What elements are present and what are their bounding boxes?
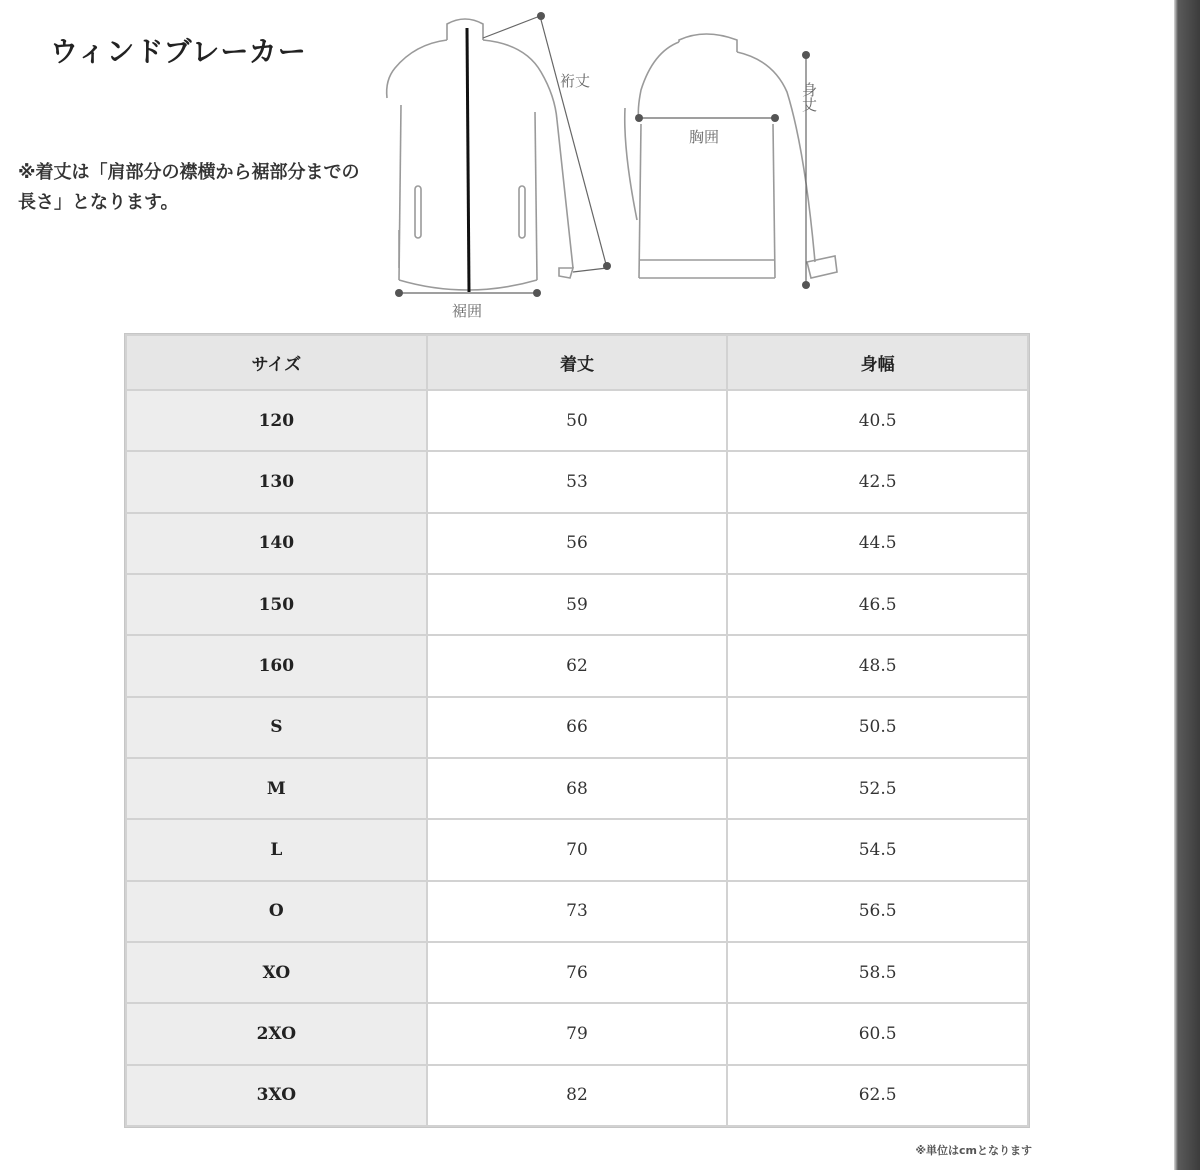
table-row — [126, 942, 1028, 1003]
size-cell: L — [126, 819, 427, 880]
unit-note: ※単位はcmとなります — [915, 1144, 1032, 1157]
length-cell: 50 — [427, 390, 728, 451]
page-edge-shadow — [1174, 0, 1200, 1170]
size-cell: XO — [126, 942, 427, 1003]
table-row — [126, 697, 1028, 758]
size-table — [125, 334, 1029, 1127]
table-row — [126, 881, 1028, 942]
jacket-measurement-diagram — [375, 0, 845, 325]
length-cell: 53 — [427, 451, 728, 512]
width-cell: 40.5 — [727, 390, 1028, 451]
size-cell: 120 — [126, 390, 427, 451]
table-row — [126, 635, 1028, 696]
size-cell: O — [126, 881, 427, 942]
chest-label: 胸囲 — [689, 128, 720, 146]
sleeve-length-label: 裄丈 — [560, 72, 591, 90]
width-cell: 50.5 — [727, 697, 1028, 758]
width-cell: 62.5 — [727, 1065, 1028, 1126]
table-row — [126, 758, 1028, 819]
size-cell: 130 — [126, 451, 427, 512]
table-row — [126, 1065, 1028, 1126]
table-row — [126, 819, 1028, 880]
length-cell: 82 — [427, 1065, 728, 1126]
hem-label: 裾囲 — [452, 302, 483, 320]
size-cell: 2XO — [126, 1003, 427, 1064]
size-cell: 140 — [126, 513, 427, 574]
table-header-row — [126, 335, 1028, 390]
length-cell: 68 — [427, 758, 728, 819]
width-cell: 46.5 — [727, 574, 1028, 635]
table-row — [126, 451, 1028, 512]
length-note: ※着丈は「肩部分の襟横から裾部分までの長さ」となります。 — [18, 162, 360, 213]
length-cell: 62 — [427, 635, 728, 696]
width-cell: 58.5 — [727, 942, 1028, 1003]
size-cell: 160 — [126, 635, 427, 696]
width-cell: 56.5 — [727, 881, 1028, 942]
table-row — [126, 390, 1028, 451]
header-size: サイズ — [126, 335, 427, 390]
width-cell: 54.5 — [727, 819, 1028, 880]
size-cell: 150 — [126, 574, 427, 635]
size-cell: S — [126, 697, 427, 758]
size-cell: 3XO — [126, 1065, 427, 1126]
table-row — [126, 1003, 1028, 1064]
length-cell: 79 — [427, 1003, 728, 1064]
product-title: ウィンドブレーカー — [50, 35, 307, 68]
header-width: 身幅 — [727, 335, 1028, 390]
length-cell: 56 — [427, 513, 728, 574]
width-cell: 44.5 — [727, 513, 1028, 574]
width-cell: 60.5 — [727, 1003, 1028, 1064]
length-cell: 76 — [427, 942, 728, 1003]
header-length: 着丈 — [427, 335, 728, 390]
length-cell: 73 — [427, 881, 728, 942]
width-cell: 48.5 — [727, 635, 1028, 696]
table-row — [126, 513, 1028, 574]
size-table-container — [124, 333, 1030, 1128]
width-cell: 42.5 — [727, 451, 1028, 512]
length-cell: 59 — [427, 574, 728, 635]
length-cell: 66 — [427, 697, 728, 758]
size-cell: M — [126, 758, 427, 819]
body-length-label: 身丈 — [800, 82, 818, 112]
width-cell: 52.5 — [727, 758, 1028, 819]
table-row — [126, 574, 1028, 635]
length-cell: 70 — [427, 819, 728, 880]
